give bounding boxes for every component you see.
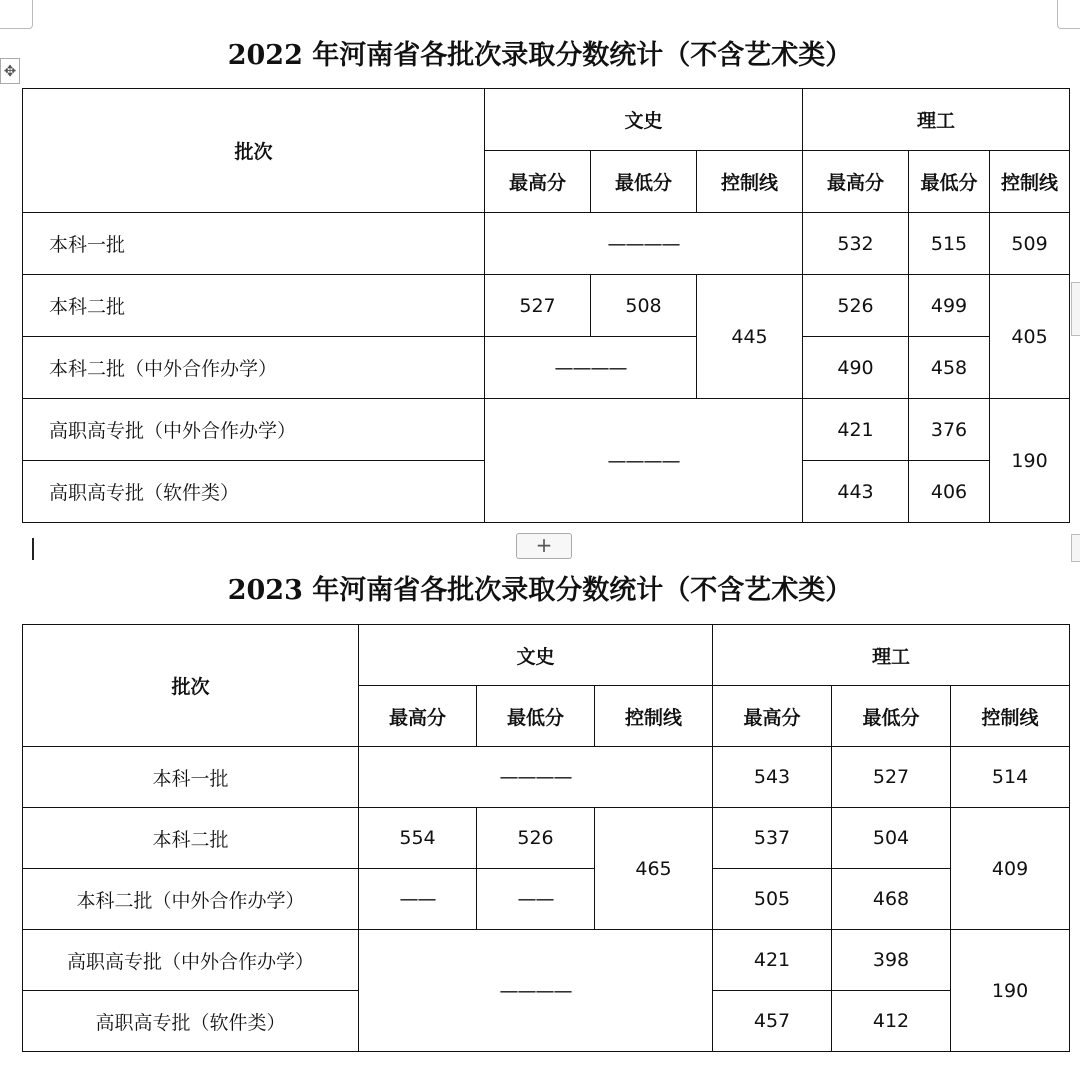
header-ws-max: 最高分: [485, 151, 591, 213]
row-label: 高职高专批（中外合作办学）: [23, 399, 485, 461]
table-row: [23, 747, 1070, 808]
lg-min-cell: 458: [909, 337, 990, 399]
header-lg-control: 控制线: [990, 151, 1070, 213]
lg-min-cell: 406: [909, 461, 990, 523]
lg-max-cell: 526: [803, 275, 909, 337]
header-lg-control: 控制线: [951, 686, 1070, 747]
lg-max-cell: 421: [803, 399, 909, 461]
lg-max-cell: 457: [713, 991, 832, 1052]
header-lg-max: 最高分: [713, 686, 832, 747]
row-label: 本科二批: [23, 808, 359, 869]
row-label: 本科一批: [23, 747, 359, 808]
table-title-2023: 2023 年河南省各批次录取分数统计（不含艺术类）: [227, 575, 853, 606]
lg-control-cell: 190: [951, 930, 1070, 1052]
table-row: [23, 808, 1070, 869]
table-header-row: [23, 625, 1070, 686]
lg-max-cell: 505: [713, 869, 832, 930]
lg-min-cell: 398: [832, 930, 951, 991]
ws-max-cell: 527: [485, 275, 591, 337]
header-ws-control: 控制线: [595, 686, 713, 747]
header-lg-min: 最低分: [909, 151, 990, 213]
ws-control-cell: 445: [697, 275, 803, 399]
row-label: 本科二批（中外合作办学）: [23, 869, 359, 930]
empty-dash-cell: ——: [359, 869, 477, 930]
table-row: [23, 213, 1070, 275]
row-label: 高职高专批（软件类）: [23, 461, 485, 523]
table-row: [23, 869, 1070, 930]
header-group-ligong: 理工: [803, 89, 1070, 151]
ws-control-cell: 465: [595, 808, 713, 930]
empty-dash-cell: ——: [477, 869, 595, 930]
empty-dash-cell: ————: [485, 399, 803, 523]
row-label: 本科一批: [23, 213, 485, 275]
row-label: 本科二批（中外合作办学）: [23, 337, 485, 399]
text-cursor: [32, 538, 34, 560]
header-lg-max: 最高分: [803, 151, 909, 213]
header-batch: 批次: [23, 89, 485, 213]
lg-min-cell: 468: [832, 869, 951, 930]
score-table-2022[interactable]: [22, 88, 1070, 523]
page-corner-marker-left: [0, 0, 33, 29]
lg-min-cell: 376: [909, 399, 990, 461]
table-resize-handle[interactable]: [1071, 282, 1080, 336]
lg-max-cell: 421: [713, 930, 832, 991]
lg-control-cell: 405: [990, 275, 1070, 399]
lg-min-cell: 527: [832, 747, 951, 808]
header-ws-max: 最高分: [359, 686, 477, 747]
empty-dash-cell: ————: [359, 930, 713, 1052]
header-lg-min: 最低分: [832, 686, 951, 747]
table-row: [23, 275, 1070, 337]
lg-min-cell: 499: [909, 275, 990, 337]
lg-min-cell: 504: [832, 808, 951, 869]
header-ws-min: 最低分: [591, 151, 697, 213]
table-title-2022: 2022 年河南省各批次录取分数统计（不含艺术类）: [227, 40, 853, 71]
lg-max-cell: 543: [713, 747, 832, 808]
ws-min-cell: 508: [591, 275, 697, 337]
table-row: [23, 399, 1070, 461]
lg-max-cell: 490: [803, 337, 909, 399]
table-row: [23, 930, 1070, 991]
lg-max-cell: 443: [803, 461, 909, 523]
header-group-ligong: 理工: [713, 625, 1070, 686]
ws-max-cell: 554: [359, 808, 477, 869]
row-label: 高职高专批（软件类）: [23, 991, 359, 1052]
table-move-handle-icon[interactable]: ✥: [0, 58, 20, 84]
header-group-wenshi: 文史: [485, 89, 803, 151]
score-table-2023[interactable]: [22, 624, 1070, 1052]
lg-min-cell: 412: [832, 991, 951, 1052]
add-row-button[interactable]: +: [516, 533, 572, 559]
row-label: 高职高专批（中外合作办学）: [23, 930, 359, 991]
row-label: 本科二批: [23, 275, 485, 337]
table-resize-handle[interactable]: [1071, 534, 1080, 562]
empty-dash-cell: ————: [359, 747, 713, 808]
header-ws-min: 最低分: [477, 686, 595, 747]
lg-max-cell: 532: [803, 213, 909, 275]
table-header-row: [23, 89, 1070, 151]
header-group-wenshi: 文史: [359, 625, 713, 686]
header-ws-control: 控制线: [697, 151, 803, 213]
lg-control-cell: 509: [990, 213, 1070, 275]
page-corner-marker-right: [1057, 0, 1080, 29]
empty-dash-cell: ————: [485, 337, 697, 399]
ws-min-cell: 526: [477, 808, 595, 869]
lg-max-cell: 537: [713, 808, 832, 869]
lg-min-cell: 515: [909, 213, 990, 275]
header-batch: 批次: [23, 625, 359, 747]
lg-control-cell: 190: [990, 399, 1070, 523]
lg-control-cell: 514: [951, 747, 1070, 808]
lg-control-cell: 409: [951, 808, 1070, 930]
empty-dash-cell: ————: [485, 213, 803, 275]
table-row: [23, 337, 1070, 399]
